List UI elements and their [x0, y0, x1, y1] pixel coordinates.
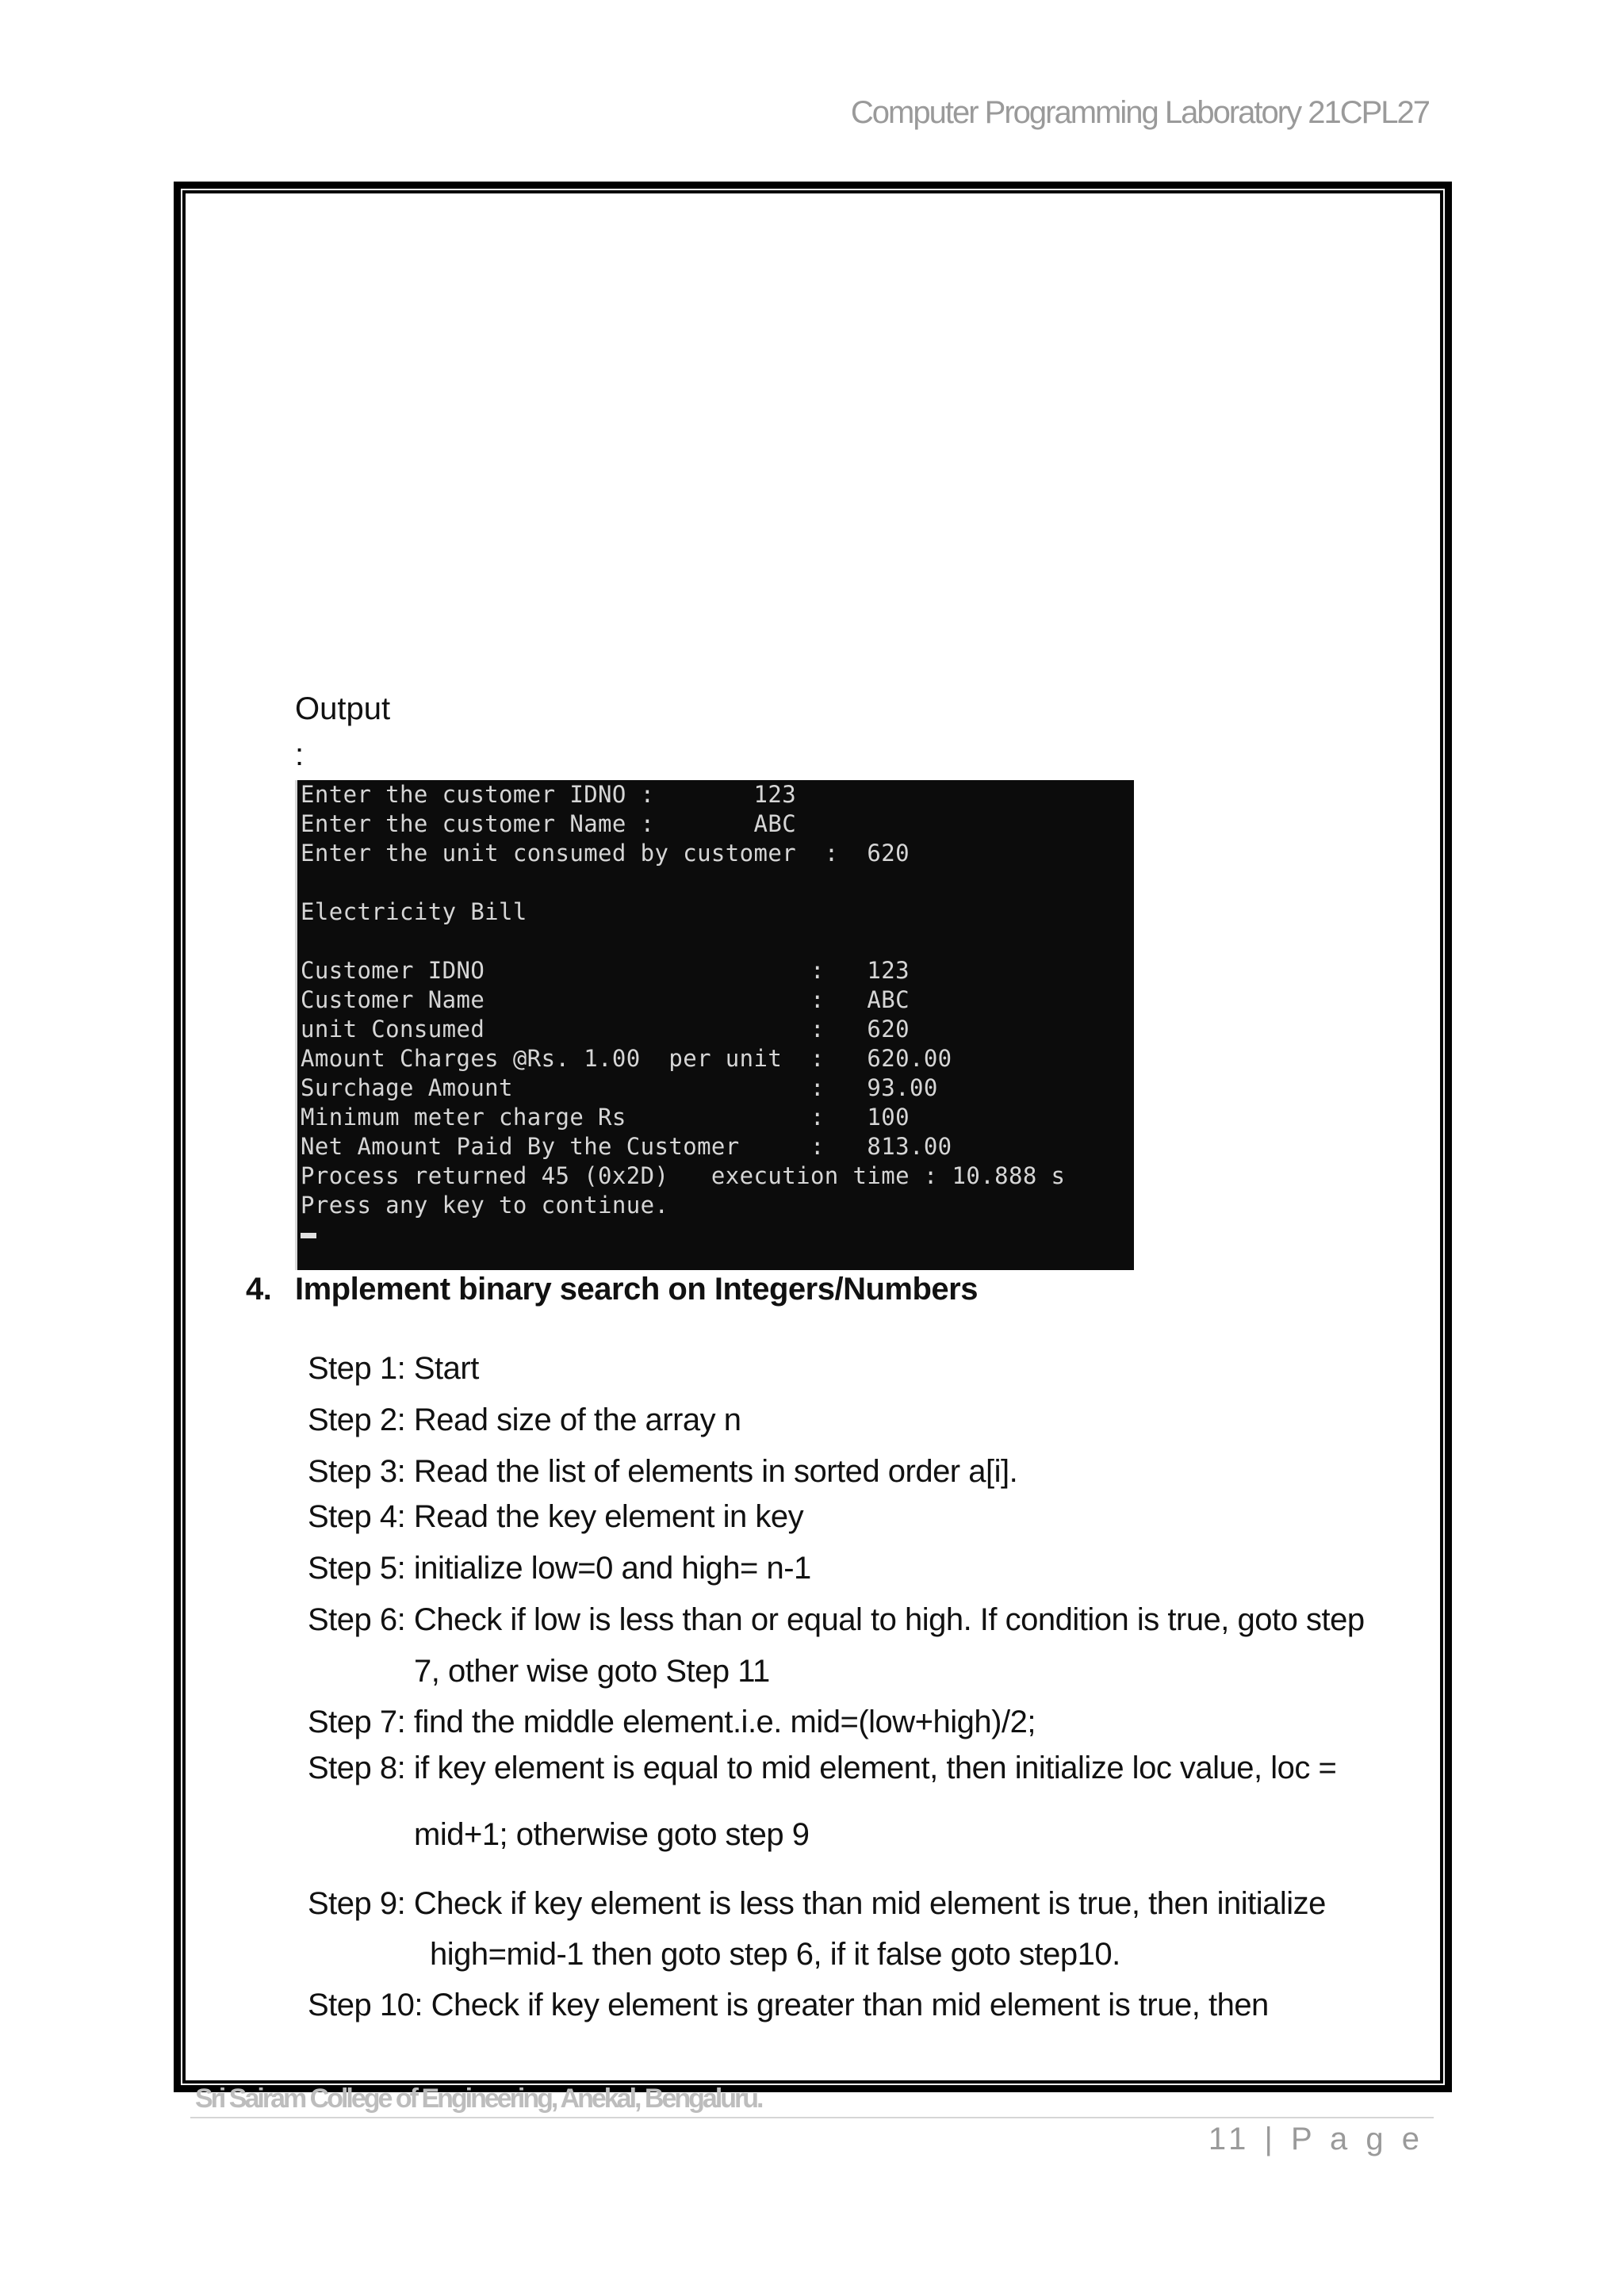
console-line: Surchage Amount : 93.00 — [301, 1074, 938, 1101]
console-line: Process returned 45 (0x2D) execution time : 10.888 s — [301, 1162, 1066, 1189]
console-output-screenshot — [295, 780, 1134, 1270]
step-10: Step 10: Check if key element is greater than mid element is true, then — [308, 1988, 1269, 2022]
output-colon: : — [295, 737, 304, 772]
footer-college-name: Sri Sairam College of Engineering, Anekal, Bengaluru. — [195, 2084, 762, 2114]
console-line: Customer IDNO : 123 — [301, 957, 910, 984]
step-2: Step 2: Read size of the array n — [308, 1402, 741, 1437]
step-7: Step 7: find the middle element.i.e. mid=(low+high)/2; — [308, 1705, 1036, 1739]
step-3: Step 3: Read the list of elements in sorted order a[i]. — [308, 1454, 1018, 1489]
console-line: Electricity Bill — [301, 898, 527, 925]
step-8-continuation: mid+1; otherwise goto step 9 — [414, 1817, 810, 1852]
step-9: Step 9: Check if key element is less than mid element is true, then initialize — [308, 1886, 1326, 1921]
console-line: Net Amount Paid By the Customer : 813.00 — [301, 1133, 952, 1160]
console-cursor-icon — [301, 1233, 316, 1238]
step-4: Step 4: Read the key element in key — [308, 1499, 804, 1534]
console-line: Press any key to continue. — [301, 1192, 669, 1219]
console-line — [301, 868, 1134, 897]
step-6: Step 6: Check if low is less than or equal to high. If condition is true, goto step — [308, 1602, 1365, 1637]
section-number: 4. — [246, 1272, 272, 1307]
section-heading — [246, 1272, 978, 1307]
step-9-continuation: high=mid-1 then goto step 6, if it false goto step10. — [430, 1937, 1120, 1972]
console-line: unit Consumed : 620 — [301, 1016, 910, 1043]
step-1: Step 1: Start — [308, 1351, 479, 1386]
step-8: Step 8: if key element is equal to mid element, then initialize loc value, loc = — [308, 1751, 1337, 1785]
footer-page-number: 11 | P a g e — [1208, 2122, 1424, 2156]
page-header-title: Computer Programming Laboratory 21CPL27 — [850, 95, 1429, 130]
console-line: Enter the customer IDNO : 123 — [301, 781, 797, 808]
console-line: Enter the customer Name : ABC — [301, 810, 797, 837]
console-line: Enter the unit consumed by customer : 620 — [301, 840, 910, 867]
output-label: Output — [295, 691, 391, 726]
console-line — [301, 927, 1134, 956]
console-line: Customer Name : ABC — [301, 986, 910, 1013]
step-6-continuation: 7, other wise goto Step 11 — [414, 1654, 770, 1689]
step-5: Step 5: initialize low=0 and high= n-1 — [308, 1551, 811, 1586]
console-line: Amount Charges @Rs. 1.00 per unit : 620.00 — [301, 1045, 952, 1072]
footer-divider — [190, 2117, 1434, 2118]
console-line: Minimum meter charge Rs : 100 — [301, 1104, 910, 1131]
section-title: Implement binary search on Integers/Numbers — [295, 1272, 978, 1307]
